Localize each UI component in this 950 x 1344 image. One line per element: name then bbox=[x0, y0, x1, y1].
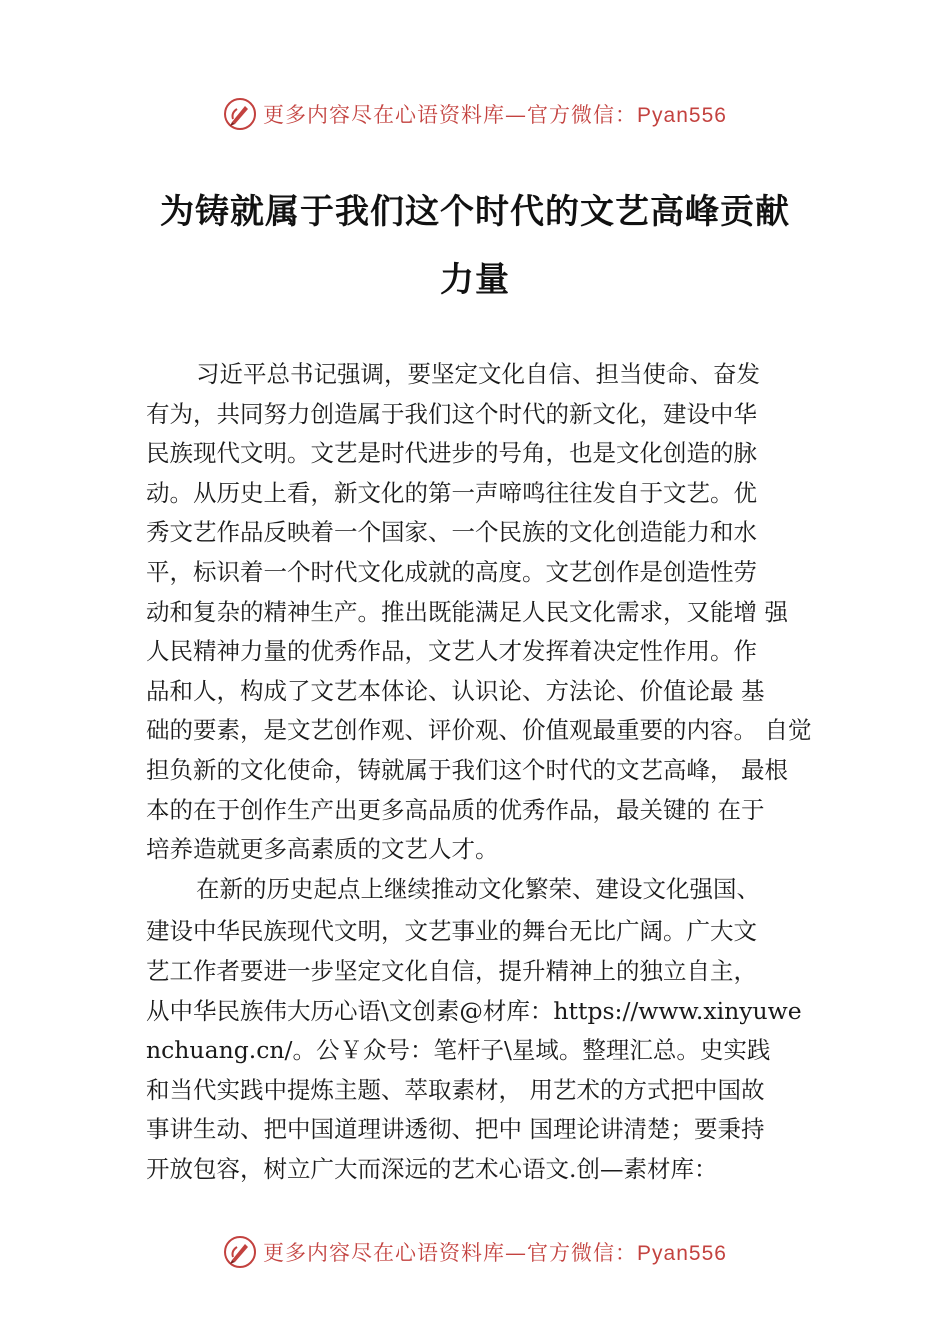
pen-logo-icon bbox=[223, 97, 257, 131]
text-line: 习近平总书记强调，要坚定文化自信、担当使命、奋发 bbox=[196, 360, 760, 388]
document-title bbox=[130, 178, 820, 314]
text-line: 平，标识着一个时代文化成就的高度。文艺创作是创造性劳 bbox=[146, 557, 757, 586]
text-line: 担负新的文化使命，铸就属于我们这个时代的文艺高峰， 最根 bbox=[146, 755, 788, 784]
text-line: 培养造就更多高素质的文艺人才。 bbox=[146, 835, 499, 864]
text-line: 品和人，构成了文艺本体论、认识论、方法论、价值论最 基 bbox=[146, 676, 765, 705]
header-banner bbox=[0, 94, 950, 134]
text-line: 础的要素，是文艺创作观、评价观、价值观最重要的内容。 自觉 bbox=[146, 716, 812, 745]
text-line: 秀文艺作品反映着一个国家、一个民族的文化创造能力和水 bbox=[146, 518, 757, 547]
text-line: nchuang.cn/。公￥众号：笔杆子\星域。整理汇总。史实践 bbox=[146, 1036, 771, 1065]
pen-logo-icon bbox=[223, 1235, 257, 1269]
text-line: 有为，共同努力创造属于我们这个时代的新文化，建设中华 bbox=[146, 399, 757, 428]
text-line: 人民精神力量的优秀作品，文艺人才发挥着决定性作用。作 bbox=[146, 637, 757, 666]
text-line: 艺工作者要进一步坚定文化自信，提升精神上的独立自主， bbox=[146, 956, 757, 985]
document-body bbox=[146, 355, 836, 1189]
text-line: 在新的历史起点上继续推动文化繁荣、建设文化强国、 bbox=[196, 874, 760, 903]
text-line: 事讲生动、把中国道理讲透彻、把中 国理论讲清楚；要秉持 bbox=[146, 1115, 765, 1144]
text-line: 开放包容，树立广大而深远的艺术心语文.创—素材库： bbox=[146, 1154, 718, 1183]
text-line: 和当代实践中提炼主题、萃取素材， 用艺术的方式把中国故 bbox=[146, 1075, 765, 1104]
title-line: 为铸就属于我们这个时代的文艺高峰贡献 bbox=[160, 192, 790, 232]
text-line: 本的在于创作生产出更多高品质的优秀作品，最关键的 在于 bbox=[146, 795, 765, 824]
footer-banner-text: 更多内容尽在心语资料库—官方微信：Pyan556 bbox=[263, 1241, 727, 1265]
text-line: 民族现代文明。文艺是时代进步的号角，也是文化创造的脉 bbox=[146, 439, 757, 468]
paragraph-1 bbox=[146, 355, 836, 870]
title-line: 力量 bbox=[440, 260, 510, 300]
text-line: 动和复杂的精神生产。推出既能满足人民文化需求，又能增 强 bbox=[146, 597, 788, 626]
footer-banner bbox=[0, 1232, 950, 1272]
text-line: 建设中华民族现代文明，文艺事业的舞台无比广阔。广大文 bbox=[146, 917, 757, 946]
paragraph-2 bbox=[146, 870, 836, 1190]
text-line: 动。从历史上看，新文化的第一声啼鸣往往发自于文艺。优 bbox=[146, 478, 757, 507]
header-banner-text: 更多内容尽在心语资料库—官方微信：Pyan556 bbox=[263, 103, 727, 127]
text-line: 从中华民族伟大历心语\文创素@材库：https://www.xinyuwe bbox=[146, 996, 802, 1025]
